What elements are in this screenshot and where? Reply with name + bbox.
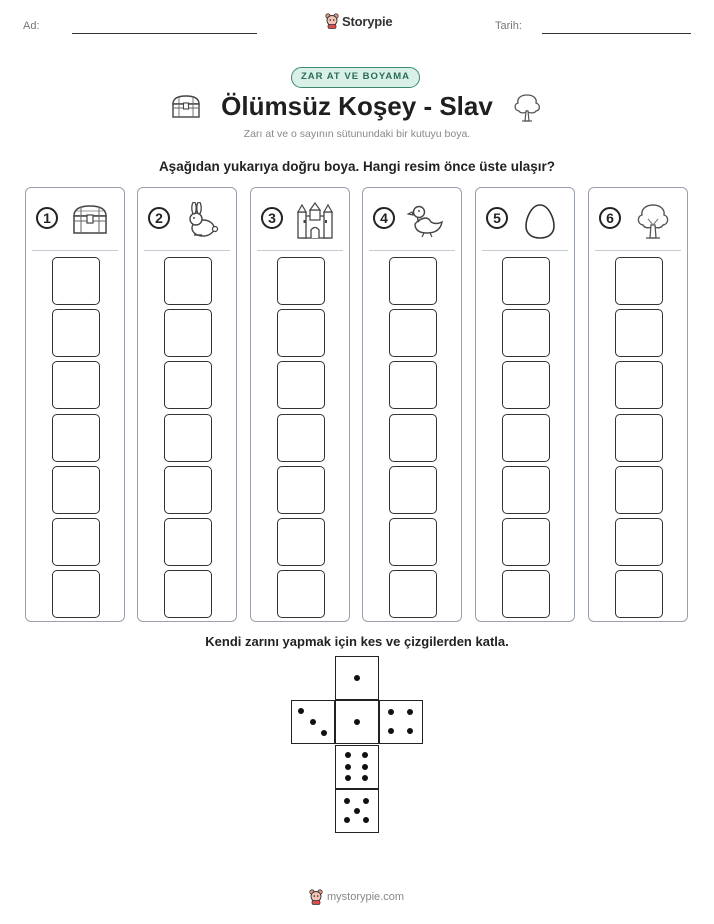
coloring-box[interactable] [389, 309, 437, 357]
coloring-box[interactable] [389, 257, 437, 305]
die-pip [354, 675, 360, 681]
die-pip [407, 728, 413, 734]
die-pip [388, 728, 394, 734]
coloring-box[interactable] [277, 414, 325, 462]
die-pip [363, 798, 369, 804]
coloring-box[interactable] [389, 414, 437, 462]
coloring-box[interactable] [615, 518, 663, 566]
column-header [26, 188, 124, 250]
die-pip [354, 719, 360, 725]
treasure-chest-icon [70, 202, 110, 241]
coloring-box[interactable] [164, 570, 212, 618]
coloring-box[interactable] [502, 361, 550, 409]
coloring-box[interactable] [615, 361, 663, 409]
activity-badge: ZAR AT VE BOYAMA [291, 67, 420, 88]
coloring-box[interactable] [52, 309, 100, 357]
coloring-box[interactable] [277, 518, 325, 566]
name-line[interactable] [72, 33, 257, 34]
column-divider [144, 250, 230, 251]
coloring-box[interactable] [277, 309, 325, 357]
die-face [335, 789, 379, 833]
coloring-box[interactable] [502, 309, 550, 357]
coloring-box[interactable] [615, 414, 663, 462]
column-4 [362, 187, 462, 622]
name-label: Ad: [23, 20, 40, 32]
die-face [379, 700, 423, 744]
coloring-box[interactable] [277, 361, 325, 409]
die-pip [407, 709, 413, 715]
coloring-box[interactable] [164, 466, 212, 514]
tree-icon [633, 202, 673, 245]
column-header [589, 188, 687, 250]
column-divider [482, 250, 568, 251]
instruction: Aşağıdan yukarıya doğru boya. Hangi resim önce üste ulaşır? [158, 159, 556, 174]
coloring-box[interactable] [615, 570, 663, 618]
storypie-mascot-icon [325, 13, 339, 29]
die-pip [362, 764, 368, 770]
die-face [335, 745, 379, 789]
egg-icon [520, 202, 560, 245]
date-line[interactable] [542, 33, 691, 34]
column-number: 2 [148, 207, 170, 229]
column-header [363, 188, 461, 250]
die-pip [354, 808, 360, 814]
die-pip [388, 709, 394, 715]
column-number: 6 [599, 207, 621, 229]
die-face [335, 656, 379, 700]
coloring-box[interactable] [502, 570, 550, 618]
castle-icon [295, 202, 335, 245]
die-face [335, 700, 379, 744]
coloring-box[interactable] [277, 466, 325, 514]
coloring-box[interactable] [52, 570, 100, 618]
die-pip [362, 752, 368, 758]
storypie-mascot-icon [309, 889, 323, 905]
rabbit-icon [182, 202, 222, 243]
footer-url[interactable]: mystorypie.com [327, 891, 405, 903]
coloring-box[interactable] [502, 257, 550, 305]
coloring-box[interactable] [389, 466, 437, 514]
coloring-box[interactable] [389, 361, 437, 409]
die-pip [344, 798, 350, 804]
coloring-box[interactable] [164, 257, 212, 305]
coloring-box[interactable] [164, 309, 212, 357]
column-divider [369, 250, 455, 251]
column-number: 3 [261, 207, 283, 229]
die-pip [345, 752, 351, 758]
coloring-box[interactable] [52, 518, 100, 566]
coloring-box[interactable] [52, 257, 100, 305]
subtitle: Zarı at ve o sayının sütunundaki bir kutuyu boya. [243, 128, 471, 140]
column-1 [25, 187, 125, 622]
duck-icon [407, 202, 447, 243]
die-pip [310, 719, 316, 725]
coloring-box[interactable] [164, 361, 212, 409]
column-number: 4 [373, 207, 395, 229]
column-5 [475, 187, 575, 622]
die-pip [362, 775, 368, 781]
die-pip [345, 764, 351, 770]
column-number: 1 [36, 207, 58, 229]
coloring-box[interactable] [502, 414, 550, 462]
coloring-box[interactable] [615, 309, 663, 357]
footer [309, 889, 404, 905]
column-divider [595, 250, 681, 251]
coloring-box[interactable] [502, 466, 550, 514]
brand-logo [325, 13, 392, 29]
column-divider [32, 250, 118, 251]
coloring-box[interactable] [52, 466, 100, 514]
column-header [476, 188, 574, 250]
coloring-box[interactable] [52, 361, 100, 409]
die-face [291, 700, 335, 744]
column-number: 5 [486, 207, 508, 229]
coloring-box[interactable] [277, 257, 325, 305]
die-pip [298, 708, 304, 714]
coloring-box[interactable] [277, 570, 325, 618]
coloring-box[interactable] [502, 518, 550, 566]
tree-icon [511, 92, 543, 127]
coloring-box[interactable] [389, 570, 437, 618]
coloring-box[interactable] [52, 414, 100, 462]
die-caption: Kendi zarını yapmak için kes ve çizgilerden katla. [205, 634, 509, 649]
brand-name: Storypie [342, 13, 393, 29]
date-label: Tarih: [495, 20, 522, 32]
coloring-box[interactable] [615, 257, 663, 305]
column-header [138, 188, 236, 250]
coloring-box[interactable] [164, 518, 212, 566]
column-header [251, 188, 349, 250]
die-pip [344, 817, 350, 823]
die-pip [345, 775, 351, 781]
coloring-box[interactable] [615, 466, 663, 514]
die-pip [363, 817, 369, 823]
column-divider [257, 250, 343, 251]
column-6 [588, 187, 688, 622]
die-pip [321, 730, 327, 736]
column-2 [137, 187, 237, 622]
page-title: Ölümsüz Koşey - Slav [221, 91, 493, 121]
coloring-box[interactable] [164, 414, 212, 462]
coloring-box[interactable] [389, 518, 437, 566]
column-3 [250, 187, 350, 622]
